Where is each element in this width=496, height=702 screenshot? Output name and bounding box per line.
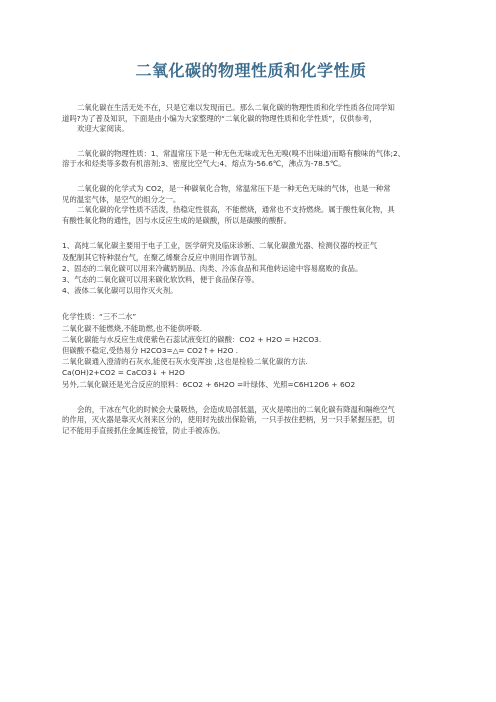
- list-item: 3、气态的二氧化碳可以用来碳化软饮料，便于食品保存等。: [62, 274, 259, 284]
- text-line: 二氧化碳的物理性质：1、常温常压下是一种无色无味或无色无嗅(嗅不出味道)而略有酸味的气体;2、: [77, 148, 406, 158]
- list-item: 化学性质：“三不二水”: [62, 312, 137, 322]
- physical-properties-paragraph: [62, 149, 440, 170]
- document-title: 二氧化碳的物理性质和化学性质: [135, 61, 367, 80]
- text-line: 二氧化碳的化学式为 CO2，是一种碳氧化合物，常温常压下是一种无色无味的气体，也是一种常: [77, 183, 391, 193]
- safety-paragraph: [62, 405, 440, 437]
- list-item: 4、液体二氧化碳可以用作灭火剂。: [62, 286, 178, 296]
- text-line: 道吗?为了普及知识，下面是由小编为大家整理的“二氧化碳的物理性质和化学性质”，仅供参考，: [62, 113, 377, 123]
- text-line: 欢迎大家阅读。: [77, 124, 129, 134]
- list-item: 1、高纯二氧化碳主要用于电子工业，医学研究及临床诊断、二氧化碳激光器、检测仪器的校正气: [62, 241, 378, 251]
- text-line: 溶于水和烃类等多数有机溶剂;3、密度比空气大;4、熔点为-56.6℃，沸点为-78.5℃。: [62, 159, 346, 169]
- intro-paragraph: [62, 103, 440, 135]
- list-item: 另外,二氧化碳还是光合反应的原料：6CO2 + 6H2O =叶绿体、光照=C6H12O6 + 6O2: [62, 379, 356, 389]
- text-line: 的作用，灭火器是靠灭火剂来区分的，使用时先拔出保险销，一只手按住把柄，另一只手紧握压把，切: [62, 415, 395, 425]
- chemical-reactions-list: [62, 311, 440, 389]
- list-item: 二氧化碳不能燃烧,不能助燃,也不能供呼吸.: [62, 323, 203, 333]
- text-line: 二氧化碳在生活无处不在，只是它难以发现而已。那么二氧化碳的物理性质和化学性质各位同学知: [77, 103, 395, 112]
- list-item: 二氧化碳能与水反应生成使紫色石蕊试液变红的碳酸：CO2 + H2O = H2CO3.: [62, 334, 322, 344]
- text-line: 记不能用手直接抓住金属连接管，防止手被冻伤。: [62, 425, 225, 435]
- list-item: 及配制其它特种混台气，在聚乙烯聚合反应中则用作调节剂。: [62, 252, 262, 262]
- text-line: 有酸性氧化物的通性，因与水反应生成的是碳酸，所以是碳酸的酸酐。: [62, 215, 292, 225]
- text-line: 二氧化碳的化学性质不活泼，热稳定性很高，不能燃烧，通常也不支持燃烧。属于酸性氧化物，具: [77, 205, 395, 215]
- list-item: 但碳酸不稳定,受热易分 H2CO3=△= CO2↑+ H2O .: [62, 345, 239, 355]
- chemical-properties-paragraph: [62, 184, 440, 226]
- text-line: 见的温室气体，是空气的组分之一。: [62, 194, 181, 204]
- text-line: 会的，干冰在气化的时候会大量吸热，会造成局部低温，灭火是喷出的二氧化碳有降温和隔绝空气: [77, 404, 395, 414]
- list-item: Ca(OH)2+CO2 = CaCO3↓ + H2O: [62, 368, 185, 378]
- uses-list: [62, 240, 440, 296]
- list-item: 2、固态的二氧化碳可以用来冷藏奶制品、肉类、冷冻食品和其他转运途中容易腐败的食品。: [62, 263, 363, 273]
- list-item: 二氧化碳通入澄清的石灰水,能使石灰水变浑浊 ,这也是检验二氧化碳的方法.: [62, 357, 308, 367]
